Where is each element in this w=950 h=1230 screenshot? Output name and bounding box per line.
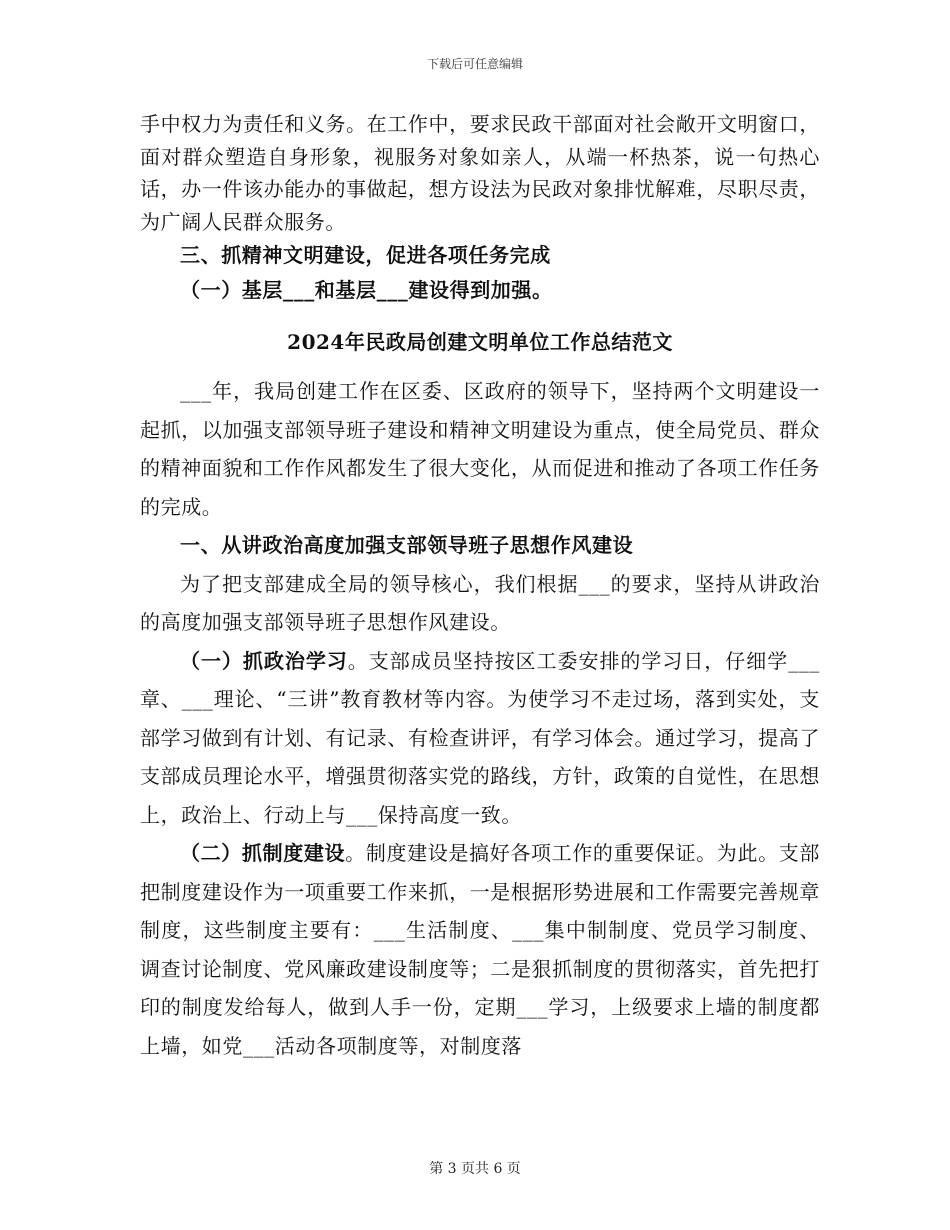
item-2-label: （二）抓制度建设 xyxy=(180,841,346,865)
item-1-label: （一）抓政治学习 xyxy=(180,648,348,673)
document-body xyxy=(140,108,820,1065)
item-1-text: 。支部成员坚持按区工委安排的学习日，仔细学___章、___理论、“三讲”教育教材等内容。为使学习不走过场，落到实处，支部学习做到有计划、有记录、有检查讲评，有学习体会。通过学习，提高了支部成员理论水平，增强贯彻落实党的路线，方针，政策的自觉性，在思想上，政治上、行动上与___保持高度一致。 xyxy=(140,648,820,827)
document-title: 2024年民政局创建文明单位工作总结范文 xyxy=(287,330,673,354)
continued-paragraph: 手中权力为责任和义务。在工作中，要求民政干部面对社会敞开文明窗口，面对群众塑造自身形象，视服务对象如亲人，从端一杯热茶，说一句热心话，办一件该办能办的事做起，想方设法为民政对象排忧解难，尽职尽责，为广阔人民群众服务。 xyxy=(140,112,820,234)
subheading-grassroots: （一）基层___和基层___建设得到加强。 xyxy=(180,278,553,302)
section-heading-3: 三、抓精神文明建设，促进各项任务完成 xyxy=(180,243,551,267)
intro-paragraph: ___年，我局创建工作在区委、区政府的领导下，坚持两个文明建设一起抓，以加强支部领导班子建设和精神文明建设为重点，使全局党员、群众的精神面貌和工作作风都发生了很大变化，从而促进和推动了各项工作任务的完成。 xyxy=(140,379,820,519)
section-1-intro: 为了把支部建成全局的领导核心，我们根据___的要求，坚持从讲政治的高度加强支部领导班子思想作风建设。 xyxy=(140,571,820,634)
page-header-note: 下载后可任意编辑 xyxy=(426,57,523,71)
item-political-study xyxy=(140,642,820,835)
section-1-heading: 一、从讲政治高度加强支部领导班子思想作风建设 xyxy=(180,533,634,557)
item-system-building xyxy=(140,834,820,1065)
page-number: 第 3 页共 6 页 xyxy=(429,1161,521,1177)
item-2-text: 。制度建设是搞好各项工作的重要保证。为此。支部把制度建设作为一项重要工作来抓，一是根据形势进展和工作需要完善规章制度，这些制度主要有：___生活制度、___集中制制度、党员学习制度、调查讨论制度、党风廉政建设制度等；二是狠抓制度的贯彻落实，首先把打印的制度发给每人，做到人手一份，定期___学习，上级要求上墙的制度都上墙，如党___活动各项制度等，对制度落 xyxy=(140,841,820,1058)
